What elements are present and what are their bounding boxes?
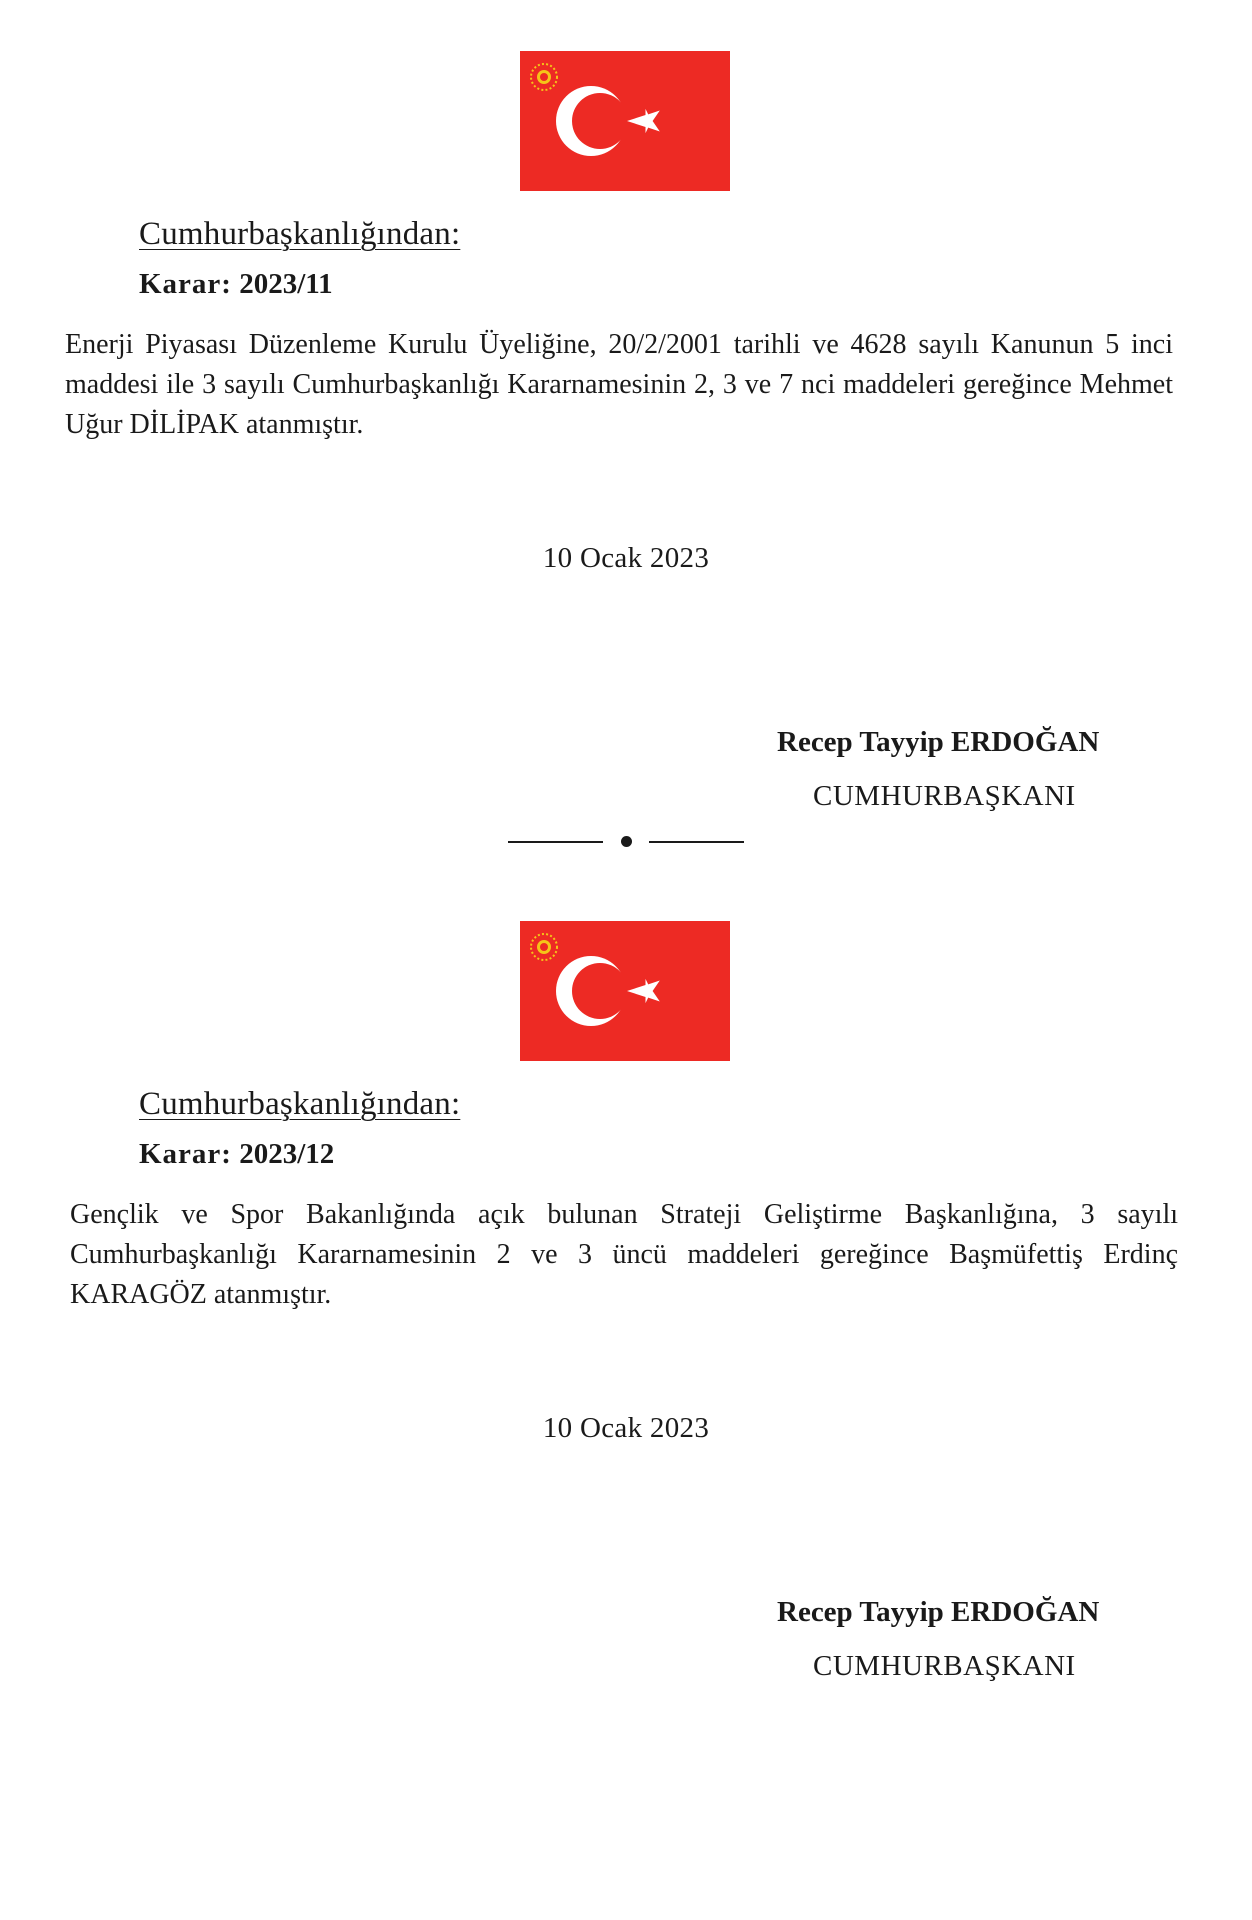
separator-dot: [621, 836, 632, 847]
decision-label: Karar:: [139, 1138, 232, 1170]
decision-number: [139, 268, 333, 301]
decision-number-value: 2023/11: [239, 268, 333, 300]
presidential-flag: [520, 921, 730, 1061]
decision-date: 10 Ocak 2023: [542, 1412, 710, 1444]
signer-title: CUMHURBAŞKANI: [813, 780, 1076, 812]
decision-label: Karar:: [139, 268, 232, 300]
issuer-heading: Cumhurbaşkanlığından:: [139, 1086, 461, 1122]
flag-emblem-icon: [520, 51, 730, 191]
section-separator: [508, 828, 744, 854]
presidential-flag: [520, 51, 730, 191]
separator-line-right: [649, 841, 744, 843]
signer-title: CUMHURBAŞKANI: [813, 1650, 1076, 1682]
separator-line-left: [508, 841, 603, 843]
issuer-heading: Cumhurbaşkanlığından:: [139, 216, 461, 252]
signer-name: Recep Tayyip ERDOĞAN: [777, 1596, 1100, 1628]
decision-body: Enerji Piyasası Düzenleme Kurulu Üyeliğine, 20/2/2001 tarihli ve 4628 sayılı Kanunun 5 inci maddesi ile 3 sayılı Cumhurbaşkanlığı Kararnamesinin 2, 3 ve 7 nci maddeleri gereğince Mehmet Uğur DİLİPAK atanmıştır.: [65, 329, 1173, 440]
flag-emblem-icon: [520, 921, 730, 1061]
decision-body: Gençlik ve Spor Bakanlığında açık bulunan Strateji Geliştirme Başkanlığına, 3 sayılı Cumhurbaşkanlığı Kararnamesinin 2 ve 3 üncü maddeleri gereğince Başmüfettiş Erdinç KARAGÖZ atanmıştır.: [70, 1199, 1178, 1310]
signer-name: Recep Tayyip ERDOĞAN: [777, 726, 1100, 758]
decision-number-value: 2023/12: [239, 1138, 335, 1170]
decision-date: 10 Ocak 2023: [542, 542, 710, 574]
decision-number: [139, 1138, 334, 1171]
